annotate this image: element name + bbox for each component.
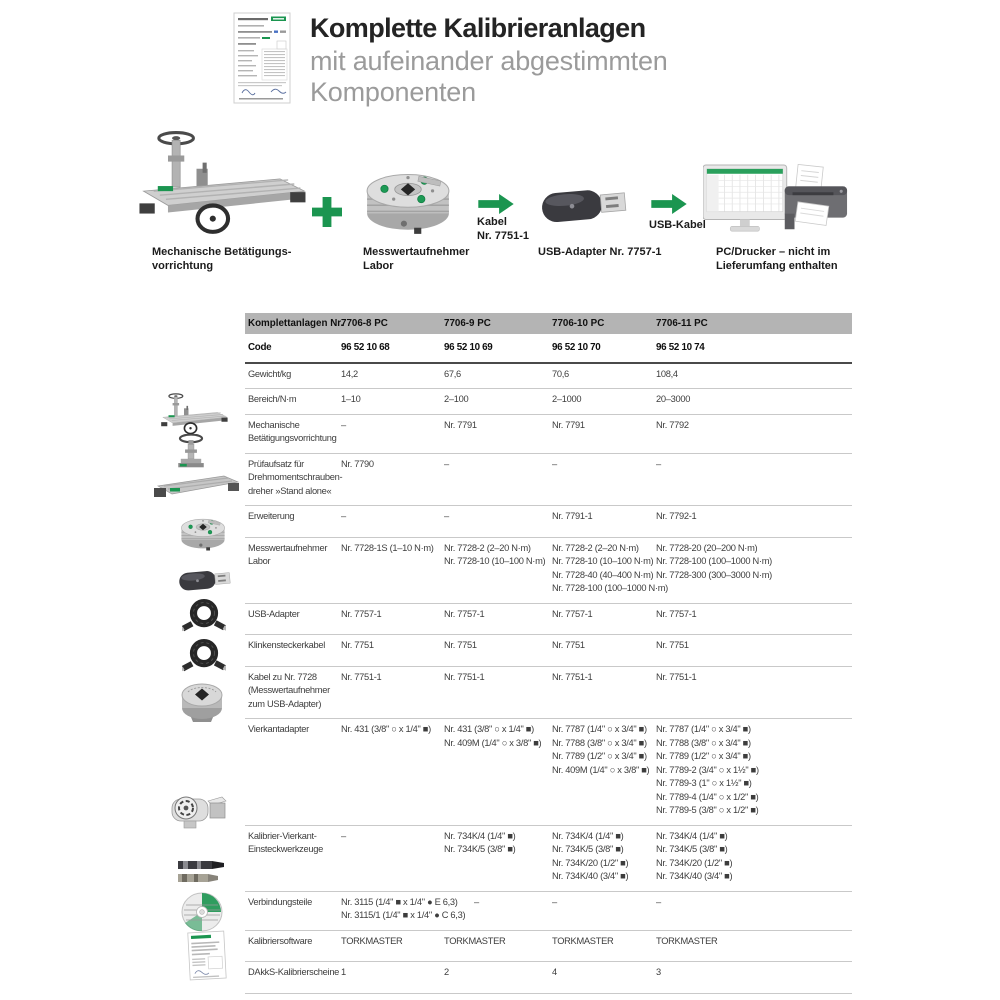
transducer-cable-thumb bbox=[182, 636, 226, 674]
row-value: 70,6 bbox=[552, 368, 569, 379]
test-stand-thumb bbox=[174, 434, 208, 470]
table-row bbox=[245, 454, 852, 507]
table-row bbox=[245, 931, 852, 963]
row-label: Mechanische Betätigungsvorrichtung bbox=[248, 419, 337, 443]
row-value: Nr. 7728-20 (20–200 N·m) Nr. 7728-100 (100–1000 N·m) Nr. 7728-300 (300–3000 N·m) bbox=[656, 542, 772, 580]
row-label: Messwertaufnehmer Labor bbox=[248, 542, 328, 566]
row-label: Gewicht/kg bbox=[248, 368, 291, 379]
row-value: 14,2 bbox=[341, 368, 358, 379]
row-value: 2 bbox=[444, 967, 449, 977]
plus-icon bbox=[312, 197, 342, 227]
mechanical-device-thumb bbox=[148, 392, 242, 436]
software-cd-thumb bbox=[180, 891, 224, 933]
table-body bbox=[245, 337, 852, 994]
usb-cable-label: USB-Kabel bbox=[649, 219, 706, 231]
insert-tool-thumb bbox=[170, 787, 228, 833]
row-value: Nr. 7751-1 bbox=[656, 671, 697, 682]
table-row bbox=[245, 389, 852, 415]
certificate-image bbox=[233, 12, 291, 104]
row-value: – bbox=[341, 830, 346, 841]
table-header-col: 7706-10 PC bbox=[552, 318, 605, 329]
row-label: Vierkantadapter bbox=[248, 724, 309, 734]
transducer-image bbox=[355, 150, 461, 240]
arrow-right-icon bbox=[646, 194, 692, 214]
row-value: 96 52 10 69 bbox=[444, 342, 493, 353]
table-row bbox=[245, 415, 852, 454]
row-value: 96 52 10 74 bbox=[656, 342, 705, 353]
row-label: DAkkS-Kalibrierscheine bbox=[248, 967, 340, 977]
row-value: 96 52 10 70 bbox=[552, 342, 601, 353]
row-value: Nr. 7751 bbox=[552, 640, 585, 650]
row-value: Nr. 734K/4 (1/4" ■) Nr. 734K/5 (3/8" ■) Nr. 734K/20 (1/2" ■) Nr. 734K/40 (3/4" ■) bbox=[552, 830, 629, 881]
row-value: 20–3000 bbox=[656, 394, 691, 404]
row-value: – bbox=[552, 896, 557, 907]
row-label: Bereich/N·m bbox=[248, 394, 297, 404]
row-value: Nr. 7751-1 bbox=[552, 671, 593, 682]
row-value: Nr. 7757-1 bbox=[444, 608, 485, 619]
row-value: Nr. 7751 bbox=[341, 640, 374, 650]
row-value: 3 bbox=[656, 967, 661, 977]
pc-printer-image bbox=[703, 163, 849, 241]
row-value: Nr. 7757-1 bbox=[341, 608, 382, 619]
row-label: Code bbox=[248, 342, 272, 353]
row-value: 2–1000 bbox=[552, 394, 582, 404]
flow-caption-usb-adapter: USB-Adapter Nr. 7757-1 bbox=[538, 246, 662, 258]
row-value: – bbox=[341, 419, 346, 430]
cable-label-line2: Nr. 7751-1 bbox=[477, 229, 529, 242]
row-value: Nr. 7787 (1/4" ○ x 3/4" ■) Nr. 7788 (3/8" ○ x 3/4" ■) Nr. 7789 (1/2" ○ x 3/4" ■) Nr. 7789-2 (3/4" ○ x 1½" ■) Nr. 7789-3 (1" ○ x 1½" ■) Nr. 7789-4 (1/4" ○ x 1/2" ■) Nr. 7789-5 (3/8" ○ x 1/2" ■) bbox=[656, 724, 759, 815]
row-value: – bbox=[444, 458, 449, 469]
connector-bits-thumb bbox=[176, 856, 230, 886]
spec-table bbox=[245, 313, 852, 994]
table-header-col: 7706-9 PC bbox=[444, 318, 491, 329]
table-row bbox=[245, 667, 852, 720]
table-row bbox=[245, 962, 852, 994]
row-value: TORKMASTER bbox=[656, 935, 718, 946]
square-adapter-thumb bbox=[178, 680, 226, 724]
row-value: 4 bbox=[552, 967, 557, 977]
usb-adapter-image bbox=[540, 183, 632, 227]
cable-connector-label bbox=[477, 216, 529, 243]
row-label: Klinkensteckerkabel bbox=[248, 640, 325, 650]
row-label: Kabel zu Nr. 7728 (Messwertaufnehmer zum USB-Adapter) bbox=[248, 671, 330, 709]
table-row bbox=[245, 364, 852, 390]
mechanical-device-image bbox=[136, 128, 312, 238]
row-value: Nr. 7787 (1/4" ○ x 3/4" ■) Nr. 7788 (3/8" ○ x 3/4" ■) Nr. 7789 (1/2" ○ x 3/4" ■) Nr. 409M (1/4" ○ x 3/8" ■) bbox=[552, 724, 650, 775]
jack-cable-thumb bbox=[182, 596, 226, 634]
row-value: Nr. 7791 bbox=[444, 419, 477, 430]
table-row bbox=[245, 635, 852, 667]
flow-caption-pc-printer: PC/Drucker – nicht im Lieferumfang enthalten bbox=[716, 246, 838, 272]
row-value: – bbox=[341, 511, 346, 521]
table-row bbox=[245, 719, 852, 826]
page-subtitle-line1: mit aufeinander abgestimmten bbox=[310, 46, 668, 76]
row-value: – bbox=[474, 896, 479, 907]
table-header-label: Komplettanlagen Nr. bbox=[248, 318, 344, 329]
row-label: Verbindungsteile bbox=[248, 896, 312, 907]
row-label: USB-Adapter bbox=[248, 608, 300, 619]
row-label: Erweiterung bbox=[248, 511, 295, 521]
row-label: Kalibrier-Vierkant- Einsteckwerkzeuge bbox=[248, 830, 323, 854]
certificate-thumb bbox=[184, 929, 230, 983]
table-row bbox=[245, 892, 852, 931]
row-value: Nr. 734K/4 (1/4" ■) Nr. 734K/5 (3/8" ■) Nr. 734K/20 (1/2" ■) Nr. 734K/40 (3/4" ■) bbox=[656, 830, 733, 881]
row-value: TORKMASTER bbox=[444, 935, 506, 946]
row-value: Nr. 734K/4 (1/4" ■) Nr. 734K/5 (3/8" ■) bbox=[444, 830, 516, 854]
table-row bbox=[245, 538, 852, 604]
row-value: Nr. 7751-1 bbox=[341, 671, 382, 682]
row-value: Nr. 7792-1 bbox=[656, 511, 697, 521]
row-value: Nr. 7728-2 (2–20 N·m) Nr. 7728-10 (10–100 N·m) bbox=[444, 542, 546, 566]
row-value: 1–10 bbox=[341, 394, 361, 404]
row-value: Nr. 7792 bbox=[656, 419, 689, 430]
row-value: 96 52 10 68 bbox=[341, 342, 390, 353]
row-label: Kalibriersoftware bbox=[248, 935, 313, 946]
transducer-thumb bbox=[176, 505, 230, 555]
row-value: Nr. 7728-2 (2–20 N·m) Nr. 7728-10 (10–100 N·m) Nr. 7728-40 (40–400 N·m) Nr. 7728-100 (100–1000 N·m) bbox=[552, 542, 668, 593]
page-subtitle bbox=[310, 46, 668, 108]
table-header-col: 7706-11 PC bbox=[656, 318, 708, 329]
usb-adapter-thumb bbox=[178, 567, 234, 593]
row-label: Prüfaufsatz für Drehmomentschrauben- dreher »Stand alone« bbox=[248, 458, 343, 496]
row-value: – bbox=[552, 458, 557, 469]
table-row bbox=[245, 337, 852, 364]
row-value: 108,4 bbox=[656, 368, 678, 379]
row-value: – bbox=[444, 511, 449, 521]
row-value: – bbox=[656, 458, 661, 469]
flow-caption-mechanical: Mechanische Betätigungs- vorrichtung bbox=[152, 246, 292, 272]
page-subtitle-line2: Komponenten bbox=[310, 77, 476, 107]
row-value: Nr. 3115 (1/4" ■ x 1/4" ● E 6,3) Nr. 3115/1 (1/4" ■ x 1/4" ● C 6,3) bbox=[341, 896, 466, 920]
row-value: 2–100 bbox=[444, 394, 469, 404]
row-value: Nr. 7751 bbox=[656, 640, 689, 650]
table-row bbox=[245, 604, 852, 636]
row-value: Nr. 7751-1 bbox=[444, 671, 485, 682]
row-value: Nr. 7791-1 bbox=[552, 511, 593, 521]
flow-caption-transducer: Messwertaufnehmer Labor bbox=[363, 246, 470, 272]
row-value: Nr. 7757-1 bbox=[656, 608, 697, 619]
row-value: 1 bbox=[341, 967, 346, 977]
row-value: Nr. 7728-1S (1–10 N·m) bbox=[341, 542, 434, 553]
row-value: Nr. 7791 bbox=[552, 419, 585, 430]
row-value: 67,6 bbox=[444, 368, 461, 379]
row-value: TORKMASTER bbox=[552, 935, 614, 946]
table-header-row bbox=[245, 313, 852, 334]
row-value: TORKMASTER bbox=[341, 935, 403, 946]
table-row bbox=[245, 826, 852, 892]
row-value: – bbox=[656, 896, 661, 907]
row-value: Nr. 431 (3/8" ○ x 1/4" ■) bbox=[341, 724, 431, 734]
row-value: Nr. 7751 bbox=[444, 640, 477, 650]
extension-rail-thumb bbox=[154, 474, 242, 502]
row-value: Nr. 7790 bbox=[341, 458, 374, 469]
row-value: Nr. 7757-1 bbox=[552, 608, 593, 619]
page-title: Komplette Kalibrieranlagen bbox=[310, 13, 646, 43]
table-row bbox=[245, 506, 852, 538]
arrow-right-icon bbox=[473, 194, 519, 214]
cable-label-line1: Kabel bbox=[477, 216, 507, 228]
table-header-col: 7706-8 PC bbox=[341, 318, 388, 329]
row-value: Nr. 431 (3/8" ○ x 1/4" ■) Nr. 409M (1/4" ○ x 3/8" ■) bbox=[444, 724, 542, 748]
